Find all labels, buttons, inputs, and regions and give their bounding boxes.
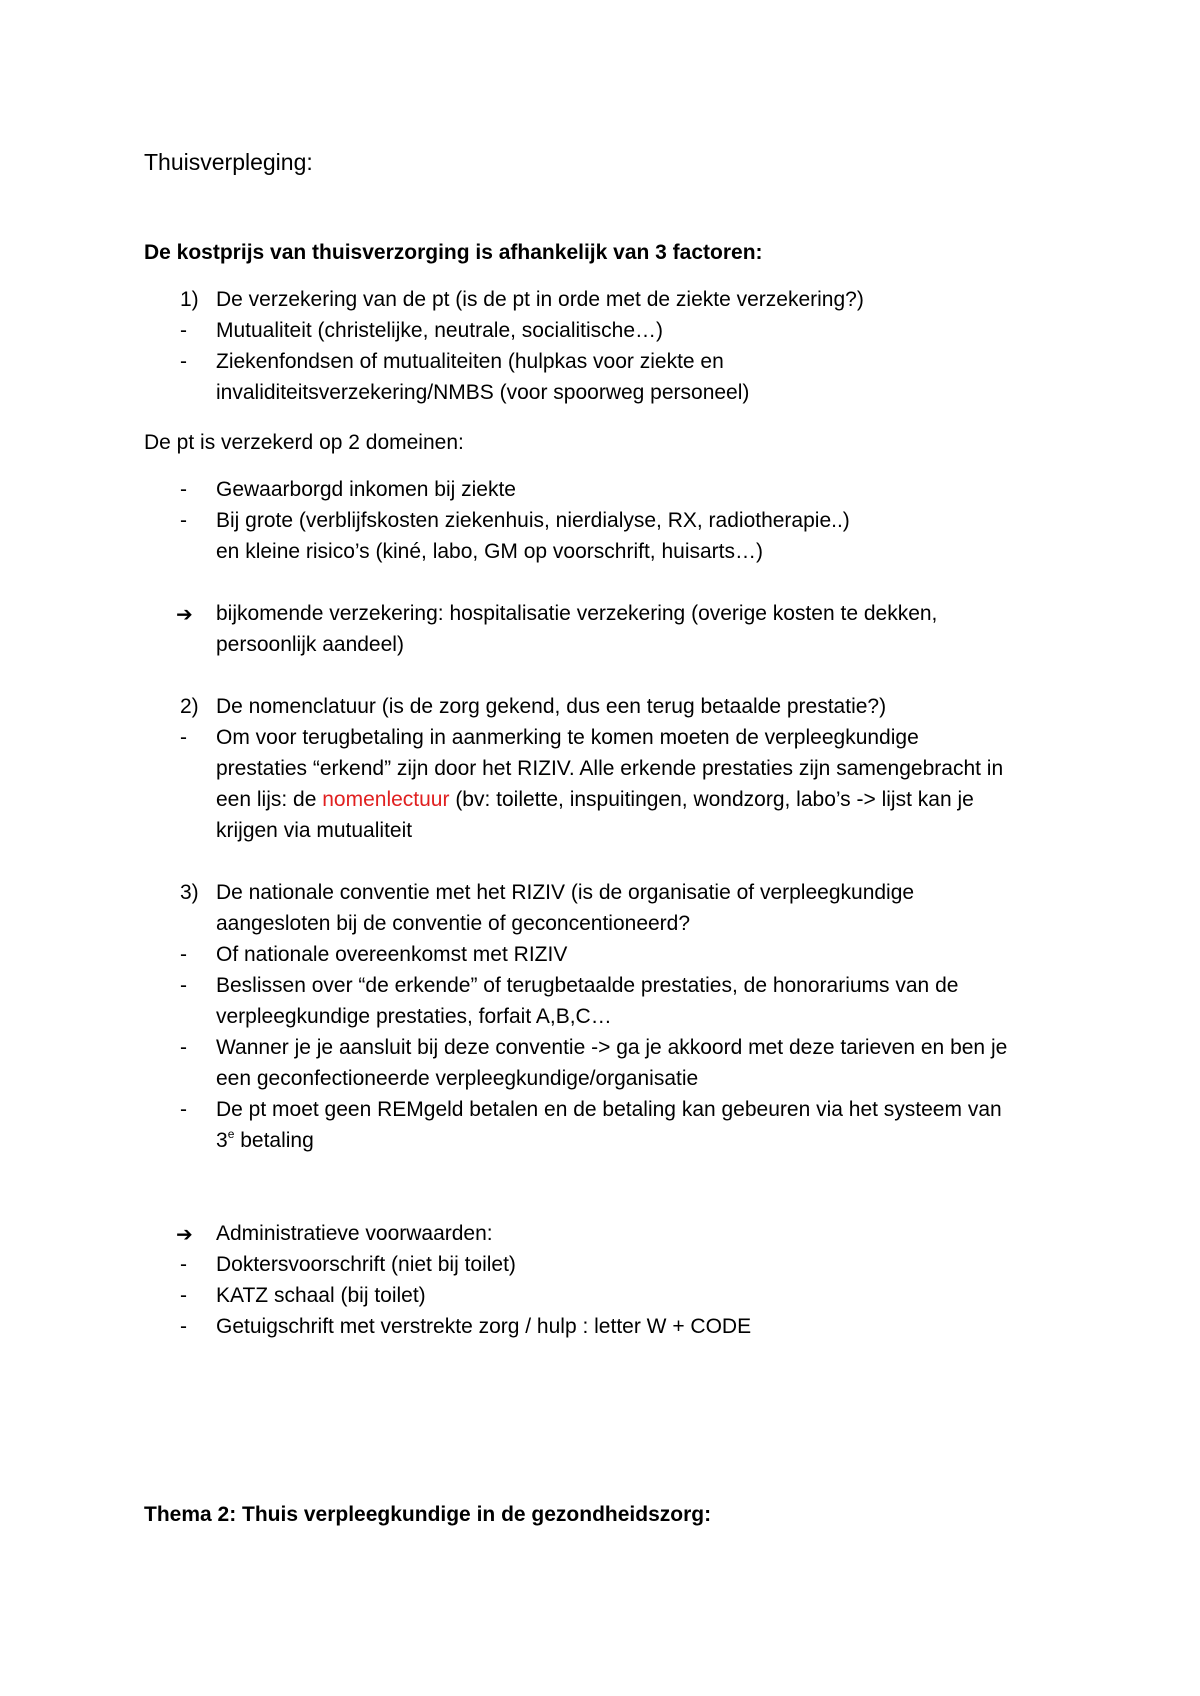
section-heading: De kostprijs van thuisverzorging is afhankelijk van 3 factoren:: [144, 241, 763, 264]
dash-marker: -: [180, 943, 187, 966]
bullet-text: KATZ schaal (bij toilet): [216, 1284, 426, 1307]
dash-marker: -: [180, 319, 187, 342]
bullet-text: Gewaarborgd inkomen bij ziekte: [216, 478, 516, 501]
bullet-text: Of nationale overeenkomst met RIZIV: [216, 943, 568, 966]
dash-marker: -: [180, 509, 187, 532]
dash-marker: -: [180, 1315, 187, 1338]
highlight-term: nomenlectuur: [322, 788, 450, 811]
bullet-text: Wanner je je aansluit bij deze conventie -> ga je akkoord met deze tarieven en ben je: [216, 1036, 1008, 1059]
arrow-text: Administratieve voorwaarden:: [216, 1222, 493, 1245]
list-item-text: De verzekering van de pt (is de pt in orde met de ziekte verzekering?): [216, 288, 864, 311]
bullet-text-part: (bv: toilette, inspuitingen, wondzorg, labo’s -> lijst kan je: [449, 788, 974, 811]
arrow-icon: ➔: [176, 602, 193, 626]
bullet-text: en kleine risico’s (kiné, labo, GM op voorschrift, huisarts…): [216, 540, 763, 563]
bullet-text: Getuigschrift met verstrekte zorg / hulp : letter W + CODE: [216, 1315, 752, 1338]
list-item-text: aangesloten bij de conventie of geconcentioneerd?: [216, 912, 691, 935]
list-number: 1): [180, 288, 199, 311]
list-number: 2): [180, 695, 199, 718]
arrow-text: persoonlijk aandeel): [216, 633, 404, 656]
bullet-text-mixed: [216, 1126, 314, 1157]
dash-marker: -: [180, 350, 187, 373]
bullet-text: een geconfectioneerde verpleegkundige/organisatie: [216, 1067, 699, 1090]
doc-title: Thuisverpleging:: [144, 149, 313, 175]
superscript: e: [227, 1127, 235, 1141]
bullet-text-mixed: [216, 785, 974, 816]
bullet-text: invaliditeitsverzekering/NMBS (voor spoorweg personeel): [216, 381, 750, 404]
list-item-text: De nomenclatuur (is de zorg gekend, dus een terug betaalde prestatie?): [216, 695, 887, 718]
dash-marker: -: [180, 1284, 187, 1307]
bullet-text: verpleegkundige prestaties, forfait A,B,C…: [216, 1005, 612, 1028]
arrow-icon: ➔: [176, 1222, 193, 1246]
bullet-text: Om voor terugbetaling in aanmerking te komen moeten de verpleegkundige: [216, 726, 919, 749]
bullet-text: De pt moet geen REMgeld betalen en de betaling kan gebeuren via het systeem van: [216, 1098, 1002, 1121]
paragraph-text: De pt is verzekerd op 2 domeinen:: [144, 431, 464, 454]
bullet-text: prestaties “erkend” zijn door het RIZIV. Alle erkende prestaties zijn samengebracht in: [216, 757, 1004, 780]
bullet-text: Ziekenfondsen of mutualiteiten (hulpkas voor ziekte en: [216, 350, 724, 373]
bullet-text: krijgen via mutualiteit: [216, 819, 413, 842]
list-number: 3): [180, 881, 199, 904]
dash-marker: -: [180, 1253, 187, 1276]
dash-marker: -: [180, 478, 187, 501]
bullet-text: Beslissen over “de erkende” of terugbetaalde prestaties, de honorariums van de: [216, 974, 959, 997]
bullet-text-part: een lijs: de: [216, 788, 323, 811]
dash-marker: -: [180, 1098, 187, 1121]
arrow-text: bijkomende verzekering: hospitalisatie verzekering (overige kosten te dekken,: [216, 602, 938, 625]
dash-marker: -: [180, 974, 187, 997]
list-item-text: De nationale conventie met het RIZIV (is de organisatie of verpleegkundige: [216, 881, 915, 904]
bullet-text: Bij grote (verblijfskosten ziekenhuis, nierdialyse, RX, radiotherapie..): [216, 509, 850, 532]
dash-marker: -: [180, 1036, 187, 1059]
bullet-text-part: 3: [216, 1129, 228, 1152]
dash-marker: -: [180, 726, 187, 749]
bullet-text-part: betaling: [234, 1129, 314, 1152]
bullet-text: Mutualiteit (christelijke, neutrale, socialitische…): [216, 319, 663, 342]
section-heading: Thema 2: Thuis verpleegkundige in de gezondheidszorg:: [144, 1503, 712, 1526]
bullet-text: Doktersvoorschrift (niet bij toilet): [216, 1253, 516, 1276]
